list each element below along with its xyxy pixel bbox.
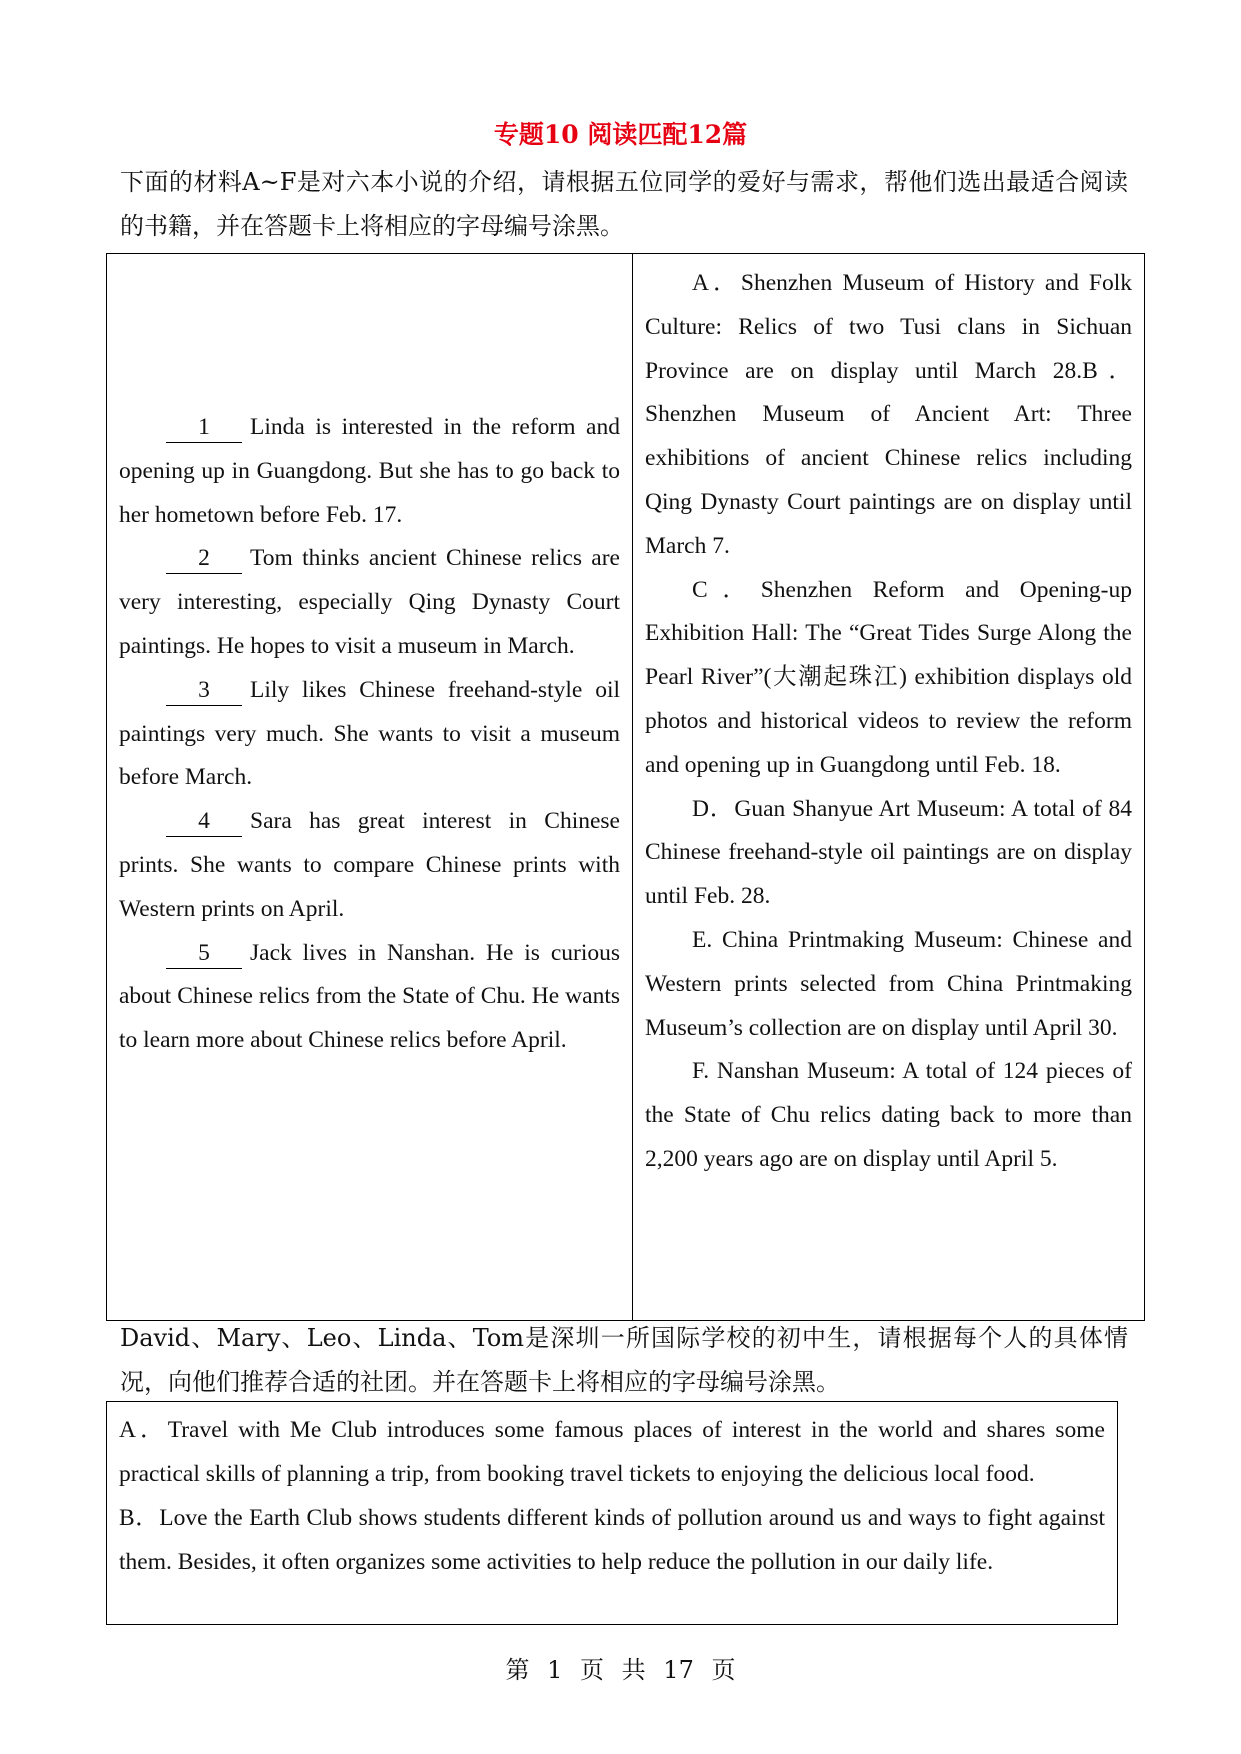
answer-blank[interactable]: 2: [166, 543, 242, 574]
person-item: [119, 669, 620, 800]
option-item: E. China Printmaking Museum: Chinese and Western prints selected from China Printmaking Museum’s collection are on display until April 30.: [645, 926, 1132, 1041]
club-item: A．Travel with Me Club introduces some famous places of interest in the world and shares some practical skills of planning a trip, from booking travel tickets to enjoying the delicious local food.: [119, 1417, 1105, 1487]
option-item: F. Nanshan Museum: A total of 124 pieces of the State of Chu relics dating back to more than 2,200 years ago are on display until April 5.: [645, 1058, 1132, 1172]
person-text: Tom thinks ancient Chinese relics are very interesting, especially Qing Dynasty Court paintings. He hopes to visit a museum in March.: [119, 545, 620, 659]
section2-instructions: David、Mary、Leo、Linda、Tom是深圳一所国际学校的初中生，请根据每个人的具体情况，向他们推荐合适的社团。并在答题卡上将相应的字母编号涂黑。: [120, 1324, 1128, 1396]
answer-blank[interactable]: 4: [166, 806, 242, 837]
option-item: C．Shenzhen Reform and Opening-up Exhibition Hall: The “Great Tides Surge Along the Pearl River”(大潮起珠江) exhibition displays old photos and historical videos to review the reform and opening up in Guangdong until Feb. 18.: [645, 576, 1132, 778]
matching-table: [106, 253, 1145, 1321]
answer-blank[interactable]: 5: [166, 938, 242, 969]
clubs-box: [106, 1401, 1118, 1625]
options-column: [633, 254, 1145, 1321]
people-column: [107, 254, 633, 1321]
page-footer: 第 1 页 共 17 页: [505, 1656, 736, 1684]
club-item: B．Love the Earth Club shows students different kinds of pollution around us and ways to fight against them. Besides, it often organizes some activities to help reduce the pollution in our daily life.: [119, 1505, 1105, 1575]
answer-blank[interactable]: 3: [166, 675, 242, 706]
person-item: [119, 800, 620, 931]
person-item: [119, 406, 620, 537]
option-item: D．Guan Shanyue Art Museum: A total of 84 Chinese freehand-style oil paintings are on display until Feb. 28.: [645, 795, 1132, 910]
person-text: Lily likes Chinese freehand-style oil paintings very much. She wants to visit a museum before March.: [119, 676, 620, 791]
person-item: [119, 537, 620, 668]
person-item: [119, 932, 620, 1063]
section1-instructions: 下面的材料A~F是对六本小说的介绍，请根据五位同学的爱好与需求，帮他们选出最适合阅读的书籍，并在答题卡上将相应的字母编号涂黑。: [120, 168, 1128, 240]
person-text: Linda is interested in the reform and opening up in Guangdong. But she has to go back to her hometown before Feb. 17.: [119, 414, 620, 528]
page-title: 专题10 阅读匹配12篇: [493, 120, 748, 149]
person-text: Jack lives in Nanshan. He is curious about Chinese relics from the State of Chu. He wants to learn more about Chinese relics before April.: [119, 939, 620, 1054]
answer-blank[interactable]: 1: [166, 412, 242, 443]
person-text: Sara has great interest in Chinese prints. She wants to compare Chinese prints with Western prints on April.: [119, 808, 620, 922]
option-item: A．Shenzhen Museum of History and Folk Culture: Relics of two Tusi clans in Sichuan Province are on display until March 28.B．Shenzhen Museum of Ancient Art: Three exhibitions of ancient Chinese relics including Qing Dynasty Court paintings are on display until March 7.: [645, 270, 1132, 559]
